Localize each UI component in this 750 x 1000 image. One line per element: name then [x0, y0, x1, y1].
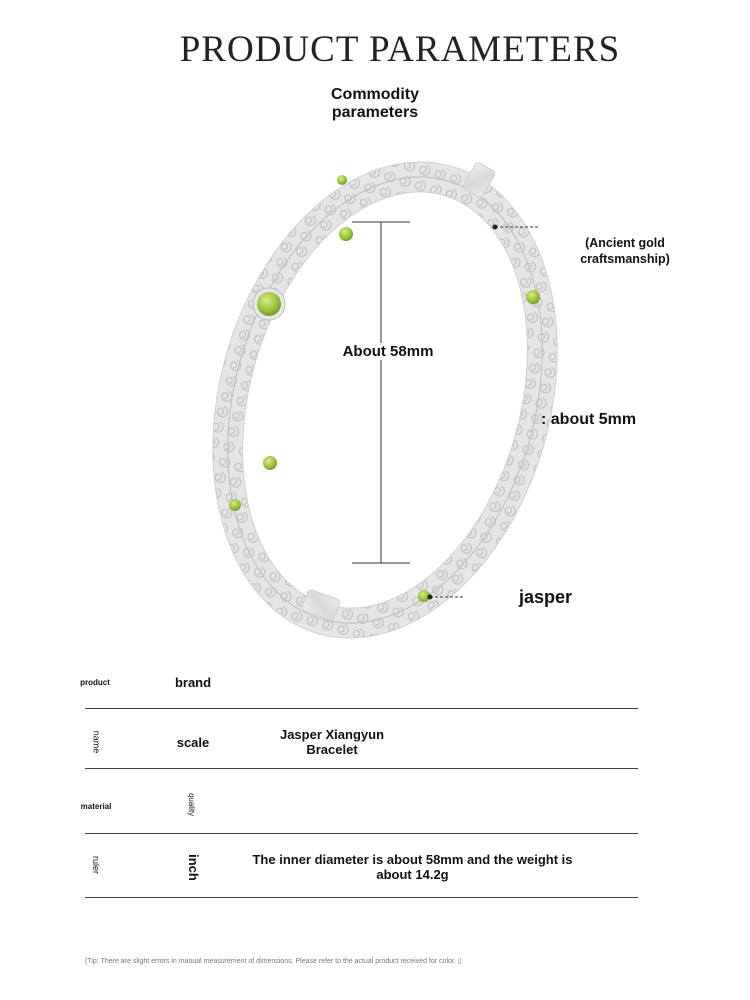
- table-divider: [85, 768, 638, 769]
- table-divider: [85, 897, 638, 898]
- row-left-label: product: [80, 678, 110, 687]
- stone-callout: jasper: [519, 587, 573, 607]
- section-subtitle: Commodity parameters: [331, 86, 419, 121]
- table-divider: [85, 833, 638, 834]
- width-callout: : about 5mm: [541, 411, 637, 428]
- craft-callout: (Ancient gold craftsmanship): [580, 236, 670, 266]
- row-left-label: material: [80, 802, 112, 811]
- rotated-text: name: [90, 730, 101, 754]
- row-mid-label: brand: [174, 675, 212, 690]
- table-divider: [85, 708, 638, 709]
- diameter-callout: About 58mm: [332, 343, 444, 360]
- diameter-measure: [352, 222, 410, 563]
- row-mid-label: scale: [176, 735, 210, 750]
- row-left-label: [76, 855, 116, 875]
- size-weight-value: The inner diameter is about 58mm and the weight is about 14.2g: [252, 852, 573, 882]
- page-title: PRODUCT PARAMETERS: [179, 29, 621, 70]
- product-name-value: Jasper Xiangyun Bracelet: [279, 727, 385, 757]
- footer-tip: (Tip: There are slight errors in manual measurement of dimensions. Please refer to the actual product received for color. ▯: [85, 958, 462, 965]
- rotated-text: inch: [185, 854, 201, 881]
- row-mid-label: [168, 854, 218, 881]
- row-mid-label: [172, 792, 212, 817]
- bracelet-illustration: [0, 150, 750, 650]
- rotated-text: quality: [187, 792, 197, 817]
- rotated-text: ruler: [90, 855, 101, 875]
- bracelet-ring: [159, 150, 610, 650]
- row-left-label: [76, 730, 116, 754]
